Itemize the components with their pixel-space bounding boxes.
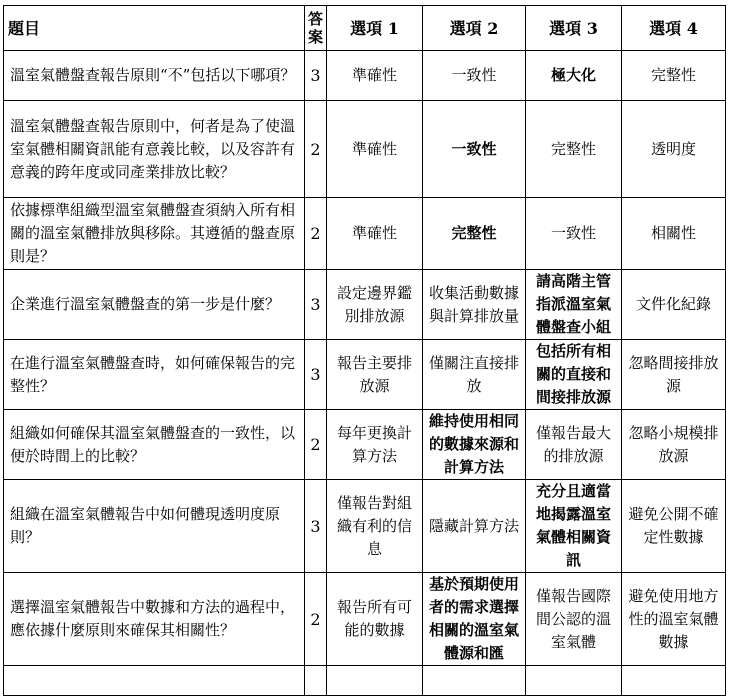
table-row [4, 101, 726, 198]
option-2-cell [423, 666, 526, 696]
header-option-2: 選項 2 [423, 6, 526, 51]
table-row [4, 480, 726, 573]
answer-cell: 3 [305, 270, 327, 340]
option-1-cell [327, 666, 423, 696]
option-3-cell: 極大化 [526, 51, 622, 101]
option-4-cell: 避免公開不確定性數據 [622, 480, 726, 573]
answer-cell: 3 [305, 480, 327, 573]
option-2-cell: 基於預期使用者的需求選擇相關的溫室氣體源和匯 [423, 573, 526, 666]
option-4-cell: 忽略小規模排放源 [622, 410, 726, 480]
question-cell: 溫室氣體盤查報告原則中，何者是為了使溫室氣體相關資訊能有意義比較，以及容許有意義的跨年度或同產業排放比較？ [4, 101, 305, 198]
table-row-partial [4, 666, 726, 696]
option-4-cell: 忽略間接排放源 [622, 340, 726, 410]
quiz-table [3, 5, 726, 696]
option-3-cell: 充分且適當地揭露溫室氣體相關資訊 [526, 480, 622, 573]
table-row [4, 270, 726, 340]
option-2-cell: 維持使用相同的數據來源和計算方法 [423, 410, 526, 480]
table-row [4, 340, 726, 410]
option-1-cell: 報告所有可能的數據 [327, 573, 423, 666]
option-1-cell: 準確性 [327, 51, 423, 101]
option-4-cell: 透明度 [622, 101, 726, 198]
option-3-cell: 包括所有相關的直接和間接排放源 [526, 340, 622, 410]
option-3-cell: 一致性 [526, 198, 622, 270]
option-1-cell: 每年更換計算方法 [327, 410, 423, 480]
question-cell: 組織在溫室氣體報告中如何體現透明度原則？ [4, 480, 305, 573]
option-2-cell: 完整性 [423, 198, 526, 270]
option-1-cell: 準確性 [327, 198, 423, 270]
option-1-cell: 設定邊界鑑別排放源 [327, 270, 423, 340]
option-1-cell: 準確性 [327, 101, 423, 198]
question-cell: 組織如何確保其溫室氣體盤查的一致性，以便於時間上的比較？ [4, 410, 305, 480]
header-option-1: 選項 1 [327, 6, 423, 51]
option-4-cell: 完整性 [622, 51, 726, 101]
option-1-cell: 僅報告對組織有利的信息 [327, 480, 423, 573]
question-cell [4, 666, 305, 696]
answer-cell: 2 [305, 198, 327, 270]
answer-cell: 2 [305, 573, 327, 666]
option-3-cell: 僅報告最大的排放源 [526, 410, 622, 480]
question-cell: 選擇溫室氣體報告中數據和方法的過程中，應依據什麼原則來確保其相關性？ [4, 573, 305, 666]
header-answer: 答案 [305, 6, 327, 51]
option-3-cell: 僅報告國際間公認的溫室氣體 [526, 573, 622, 666]
header-option-4: 選項 4 [622, 6, 726, 51]
table-row [4, 410, 726, 480]
option-2-cell: 僅關注直接排放 [423, 340, 526, 410]
table-row [4, 573, 726, 666]
quiz-table-container [3, 5, 726, 696]
option-2-cell: 收集活動數據與計算排放量 [423, 270, 526, 340]
option-3-cell [526, 666, 622, 696]
answer-cell: 2 [305, 410, 327, 480]
question-cell: 在進行溫室氣體盤查時，如何確保報告的完整性？ [4, 340, 305, 410]
header-question: 題目 [4, 6, 305, 51]
header-option-3: 選項 3 [526, 6, 622, 51]
question-cell: 溫室氣體盤查報告原則“不”包括以下哪項？ [4, 51, 305, 101]
question-cell: 依據標準組織型溫室氣體盤查須納入所有相關的溫室氣體排放與移除。其遵循的盤查原則是？ [4, 198, 305, 270]
option-3-cell: 請高階主管指派溫室氣體盤查小組 [526, 270, 622, 340]
table-row [4, 198, 726, 270]
answer-cell [305, 666, 327, 696]
option-2-cell: 一致性 [423, 101, 526, 198]
header-row [4, 6, 726, 51]
table-row [4, 51, 726, 101]
option-3-cell: 完整性 [526, 101, 622, 198]
answer-cell: 3 [305, 340, 327, 410]
option-4-cell [622, 666, 726, 696]
answer-cell: 2 [305, 101, 327, 198]
answer-cell: 3 [305, 51, 327, 101]
option-4-cell: 文件化紀錄 [622, 270, 726, 340]
question-cell: 企業進行溫室氣體盤查的第一步是什麼？ [4, 270, 305, 340]
option-2-cell: 一致性 [423, 51, 526, 101]
option-4-cell: 避免使用地方性的溫室氣體數據 [622, 573, 726, 666]
option-1-cell: 報告主要排放源 [327, 340, 423, 410]
option-4-cell: 相關性 [622, 198, 726, 270]
option-2-cell: 隱藏計算方法 [423, 480, 526, 573]
